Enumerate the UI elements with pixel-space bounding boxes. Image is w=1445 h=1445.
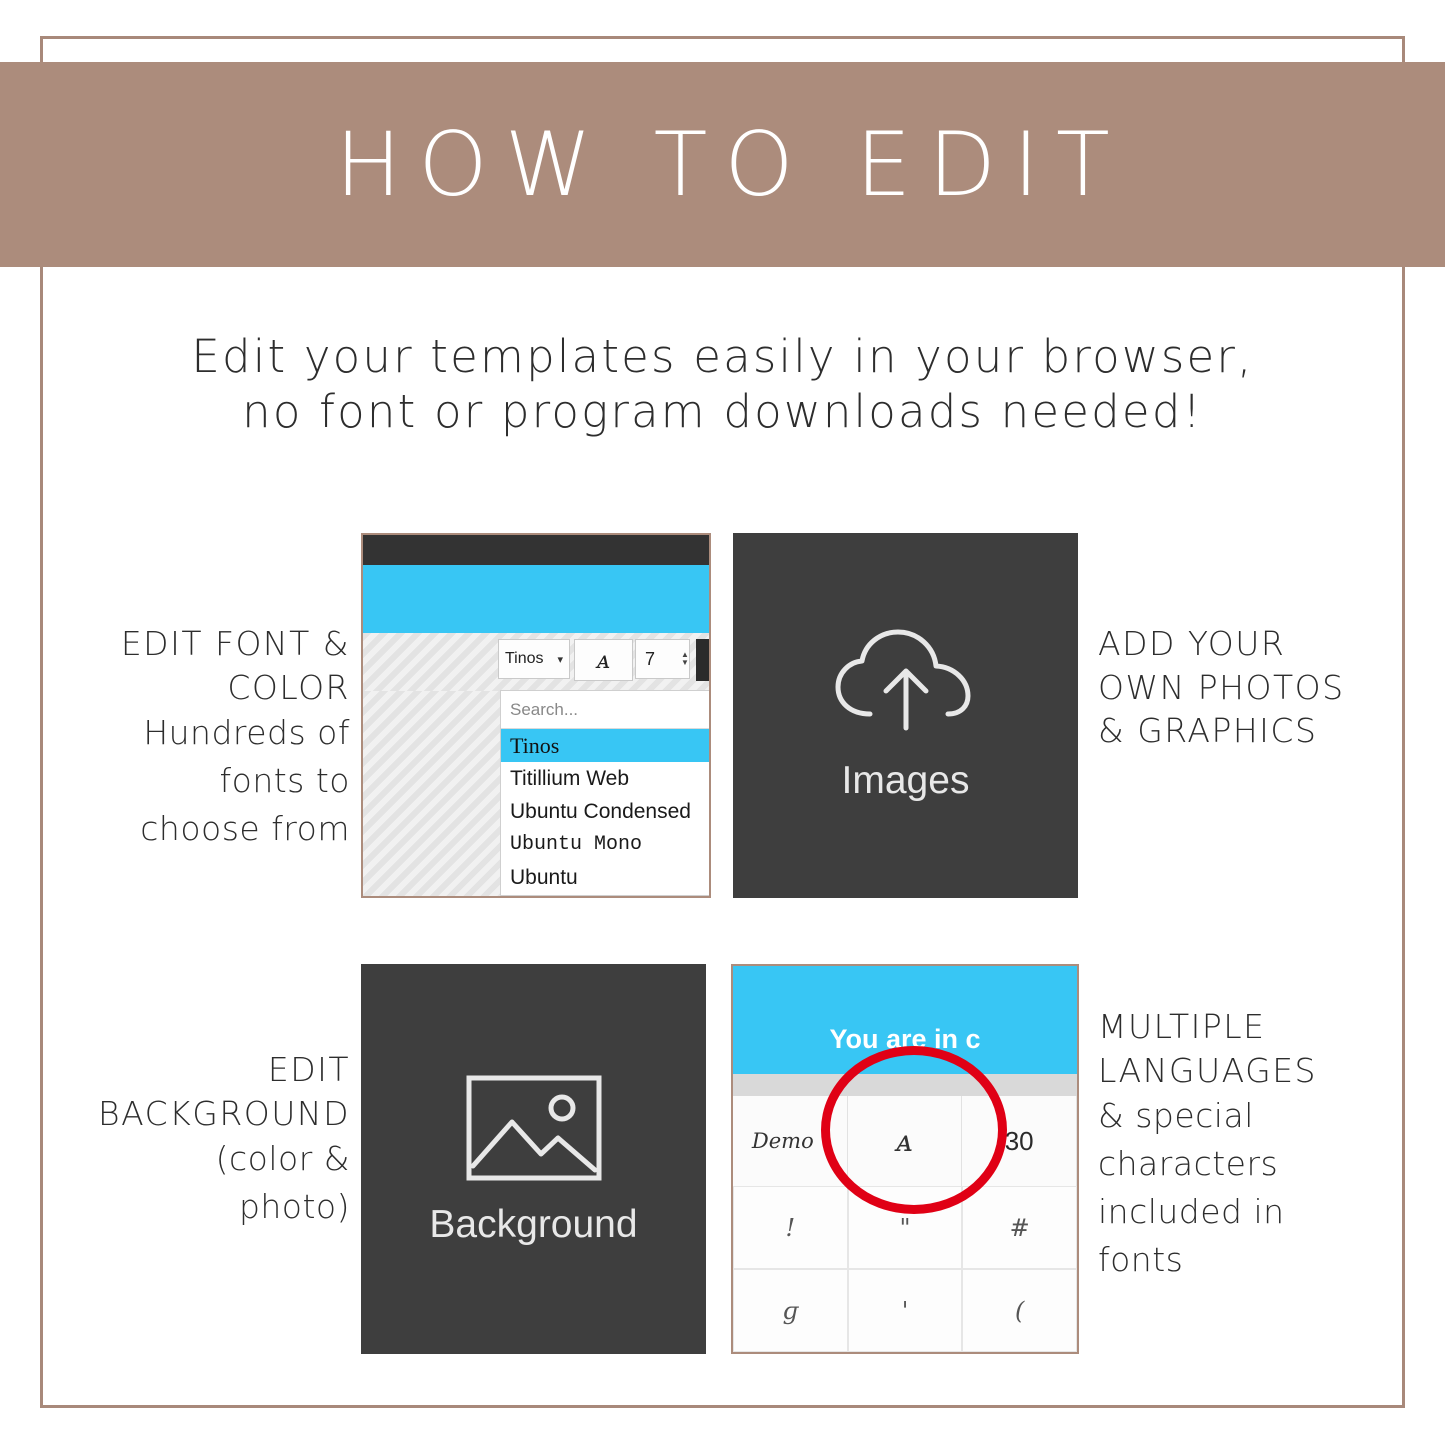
chevron-down-icon: ▾ — [557, 653, 563, 666]
app-blue-banner — [363, 565, 709, 633]
image-picture-icon — [463, 1072, 605, 1189]
font-size-stepper[interactable] — [678, 639, 692, 679]
images-tile-label: Images — [841, 759, 970, 802]
intro-line-1: Edit your templates easily in your browser, — [191, 330, 1254, 383]
scrollbar[interactable] — [696, 639, 710, 681]
font-family-select[interactable] — [498, 639, 570, 679]
special-characters-screenshot — [731, 964, 1079, 1354]
intro-text — [0, 330, 1445, 440]
font-list-item[interactable]: Titillium Web — [510, 766, 630, 790]
background-tool-tile[interactable] — [361, 964, 706, 1354]
caption-images-line-1: ADD YOUR — [1098, 624, 1286, 663]
caption-font-heading-2: COLOR — [227, 667, 350, 707]
caption-multiple-languages — [1098, 1005, 1428, 1283]
font-list-item[interactable]: Ubuntu — [510, 865, 578, 889]
page-title: HOW TO EDIT — [335, 112, 1127, 216]
font-search-input[interactable]: Search... — [501, 691, 709, 729]
caption-font-heading-1: EDIT FONT & — [120, 624, 350, 663]
font-size-input[interactable]: 7 — [635, 639, 690, 679]
caption-chars-sub-3: included in — [1098, 1191, 1285, 1231]
app-toolbar-strip — [733, 1074, 1077, 1096]
app-titlebar — [363, 535, 709, 565]
font-family-value: Demo — [751, 1129, 814, 1153]
caption-chars-sub-4: fonts — [1098, 1239, 1184, 1279]
caption-images-line-3: & GRAPHICS — [1098, 711, 1318, 751]
character-key[interactable]: " — [848, 1186, 963, 1269]
stepper-up-icon[interactable]: ▲ — [681, 649, 689, 659]
font-style-button[interactable]: ᴀ — [848, 1096, 963, 1186]
font-family-value: Tinos — [505, 650, 544, 667]
character-key[interactable]: ɡ — [733, 1269, 848, 1352]
caption-font-sub-3: choose from — [140, 808, 350, 848]
caption-chars-heading-2: LANGUAGES — [1098, 1050, 1317, 1090]
character-toolbar — [733, 1096, 1077, 1186]
caption-chars-heading-1: MULTIPLE — [1098, 1007, 1266, 1046]
font-list-item[interactable]: Tinos — [501, 729, 709, 762]
font-list-item[interactable]: Ubuntu Condensed — [510, 799, 691, 823]
caption-edit-background — [20, 1048, 350, 1231]
caption-font-sub-1: Hundreds of — [143, 713, 350, 753]
font-family-select[interactable] — [733, 1096, 848, 1186]
font-dropdown[interactable] — [500, 690, 710, 896]
font-style-button[interactable]: ᴀ — [574, 639, 633, 681]
character-key[interactable]: ! — [733, 1186, 848, 1269]
chevron-down-icon: ▾ — [821, 1134, 828, 1148]
font-size-input[interactable]: 30 — [962, 1096, 1077, 1186]
font-editor-screenshot — [361, 533, 711, 898]
intro-line-2: no font or program downloads needed! — [242, 384, 1203, 438]
header-band — [0, 62, 1445, 267]
caption-font-sub-2: fonts to — [219, 760, 350, 800]
caption-background-sub-2: photo) — [238, 1186, 350, 1226]
caption-background-sub-1: (color & — [215, 1139, 350, 1179]
caption-background-heading-2: BACKGROUND — [97, 1093, 350, 1133]
cloud-upload-icon — [830, 628, 982, 745]
caption-add-photos — [1098, 622, 1428, 753]
character-key[interactable]: ( — [962, 1269, 1077, 1352]
background-tile-label: Background — [429, 1202, 638, 1246]
caption-images-line-2: OWN PHOTOS — [1098, 667, 1345, 707]
images-tool-tile[interactable] — [733, 533, 1078, 898]
caption-background-heading-1: EDIT — [267, 1050, 350, 1089]
font-list-item[interactable]: Ubuntu Mono — [510, 833, 643, 856]
stepper-down-icon[interactable]: ▼ — [681, 658, 689, 667]
app-blue-banner-text: You are in c — [733, 966, 1077, 1074]
caption-chars-sub-1: & special — [1098, 1096, 1254, 1136]
character-key[interactable]: ' — [848, 1269, 963, 1352]
caption-chars-sub-2: characters — [1098, 1143, 1279, 1183]
character-key[interactable]: # — [962, 1186, 1077, 1269]
character-grid[interactable] — [733, 1186, 1077, 1352]
caption-edit-font — [20, 622, 350, 853]
